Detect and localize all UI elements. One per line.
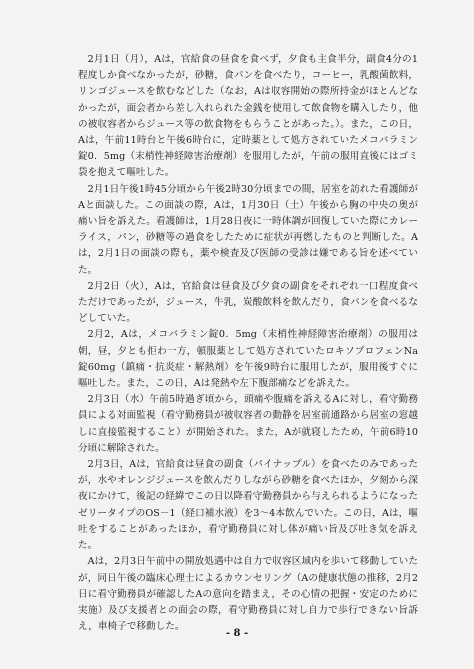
paragraph-feb2-medication: 2月2，Aは，メコバラミン錠0．5mg（末梢性神経障害治療剤）の服用は朝，昼，夕とも拒わ一方，頓服薬として処方されていたロキソプロフェンNa錠60mg（鎮痛・抗炎症・解熱剤）を午後9時台に服用したが，服用後すぐに嘔吐した。また，この日，Aは発熱や左下腹部痛などを訴えた。	[78, 329, 418, 390]
paragraph-feb3-meals: 2月3日，Aは，官給食は昼食の副食（パイナップル）を食べたのみであったが，水やオレンジジュースを飲んだりしながら砂糖を食べたほか，夕刻から深夜にかけて，後記の経緯でこの日以降看守勤務員から与えられるようになったゼリータイプのOS－1（経口補水液）を3～4本飲んでいた。この日，Aは，嘔吐をすることがあったほか，看守勤務員に対し体が痛い旨及び吐き気を訴えた。	[78, 459, 418, 552]
paragraph-feb3-movement: Aは，2月3日午前中の開放処遇中は自力で収容区域内を歩いて移動していたが，同日午後の臨床心理士によるカウンセリング（Aの健康状態の推移，2月2日に看守勤務員が確認したAの意向を踏まえ，その心情の把握・安定のために実施）及び支援者との面会の際，看守勤務員に対し自力で歩行できない旨訴え，車椅子で移動した。	[78, 556, 418, 633]
paragraph-feb1-nurse-interview: 2月1日午後1時45分頃から午後2時30分頃までの間，居室を訪れた看護師がAと面談した。この面談の際，Aは，1月30日（土）午後から胸の中央の奥が痛い旨を訴えた。看護師は，1月28日夜に一時体調が回復していた際にカレーライス，パン，砂糖等の過食をしたために症状が再燃したものと判断した。Aは，2月1日の面談の際も，薬や検査及び医師の受診は嫌である旨を述べていた。	[78, 183, 418, 276]
paragraph-feb3-monitoring: 2月3日（水）午前5時過ぎ頃から，頭痛や腹痛を訴えるAに対し，看守勤務員による対面監視（看守勤務員が被収容者の動静を居室前通路から居室の窓越しに直接監視すること）が開始された。また，Aが就寝したため，午前6時10分頃に解除された。	[78, 394, 418, 454]
paragraph-feb2-meals: 2月2日（火），Aは，官給食は昼食及び夕食の副食をそれぞれ一口程度食べただけであったが，ジュース，牛乳，炭酸飲料を飲んだり，食パンを食べるなどしていた。	[78, 280, 418, 325]
page-number: - 8 -	[225, 628, 249, 639]
report-body	[78, 52, 418, 635]
paragraph-feb1-meals: 2月1日（月），Aは，官給食の昼食を食べず，夕食も主食半分，副食4分の1程度しか食べなかったが，砂糖，食パンを食べたり，コーヒー，乳酸菌飲料，リンゴジュースを飲むなどした（なお，Aは収容開始の際所持金がほとんどなかったが，面会者から差し入れられた金銭を使用して飲食物を購入したり，他の被収容者からジュース等の飲食物をもらうことがあった。）。また，この日，Aは，午前11時台と午後6時台に，定時薬として処方されていたメコバラミン錠0．5mg（末梢性神経障害治療剤）を服用したが，午前の服用直後にはゴミ袋を抱えて嘔吐した。	[78, 54, 418, 179]
